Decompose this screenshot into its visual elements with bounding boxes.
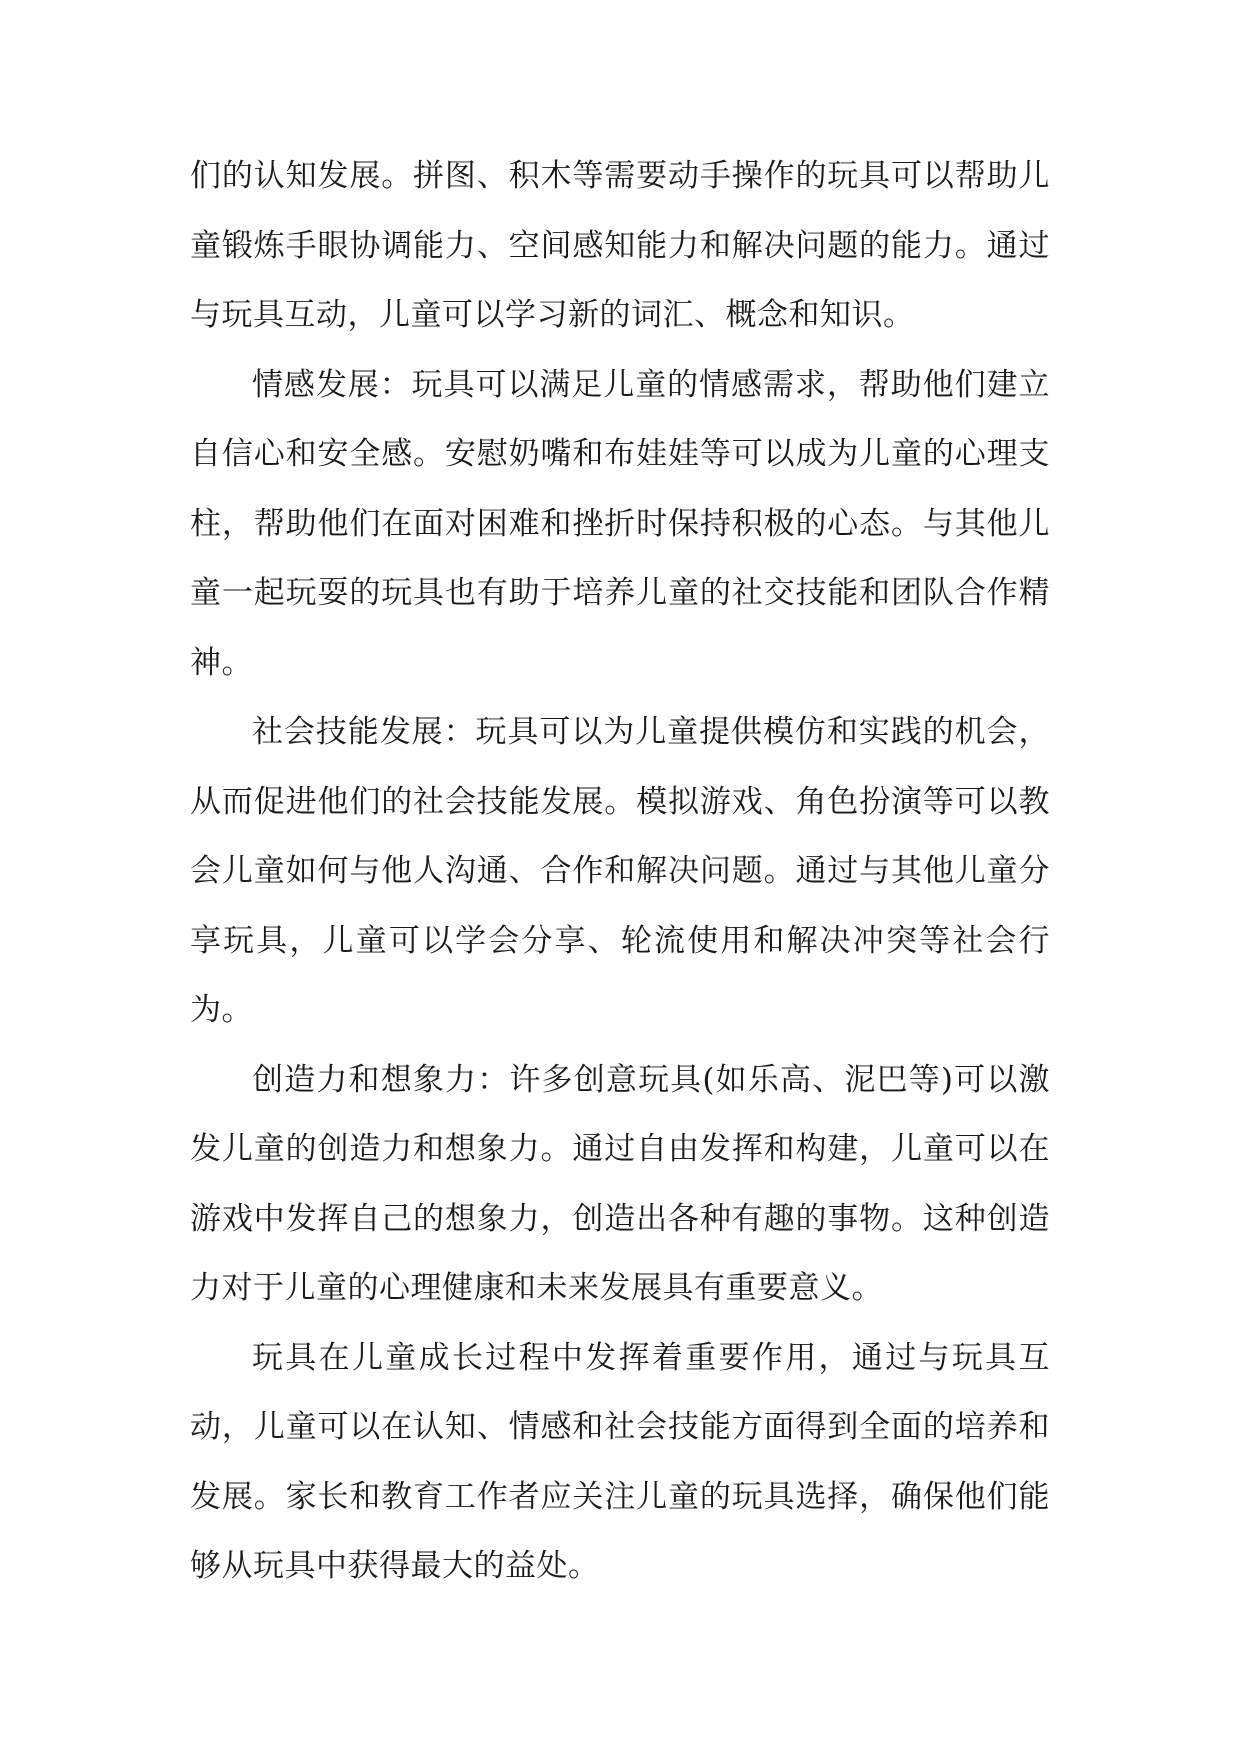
paragraph-cognitive-continuation: 们的认知发展。拼图、积木等需要动手操作的玩具可以帮助儿童锻炼手眼协调能力、空间感知能力和解决问题的能力。通过与玩具互动，儿童可以学习新的词汇、概念和知识。 — [190, 158, 1050, 333]
paragraph-creativity-imagination: 创造力和想象力：许多创意玩具(如乐高、泥巴等)可以激发儿童的创造力和想象力。通过自由发挥和构建，儿童可以在游戏中发挥自己的想象力，创造出各种有趣的事物。这种创造力对于儿童的心理健康和未来发展具有重要意义。 — [190, 1061, 1050, 1306]
paragraph-social-skills: 社会技能发展：玩具可以为儿童提供模仿和实践的机会，从而促进他们的社会技能发展。模拟游戏、角色扮演等可以教会儿童如何与他人沟通、合作和解决问题。通过与其他儿童分享玩具，儿童可以学会分享、轮流使用和解决冲突等社会行为。 — [190, 714, 1050, 1028]
paragraph-conclusion: 玩具在儿童成长过程中发挥着重要作用，通过与玩具互动，儿童可以在认知、情感和社会技能方面得到全面的培养和发展。家长和教育工作者应关注儿童的玩具选择，确保他们能够从玩具中获得最大的益处。 — [190, 1339, 1050, 1584]
paragraph-emotional-development: 情感发展：玩具可以满足儿童的情感需求，帮助他们建立自信心和安全感。安慰奶嘴和布娃娃等可以成为儿童的心理支柱，帮助他们在面对困难和挫折时保持积极的心态。与其他儿童一起玩耍的玩具也有助于培养儿童的社交技能和团队合作精神。 — [190, 366, 1050, 681]
body-text — [190, 142, 1050, 1602]
